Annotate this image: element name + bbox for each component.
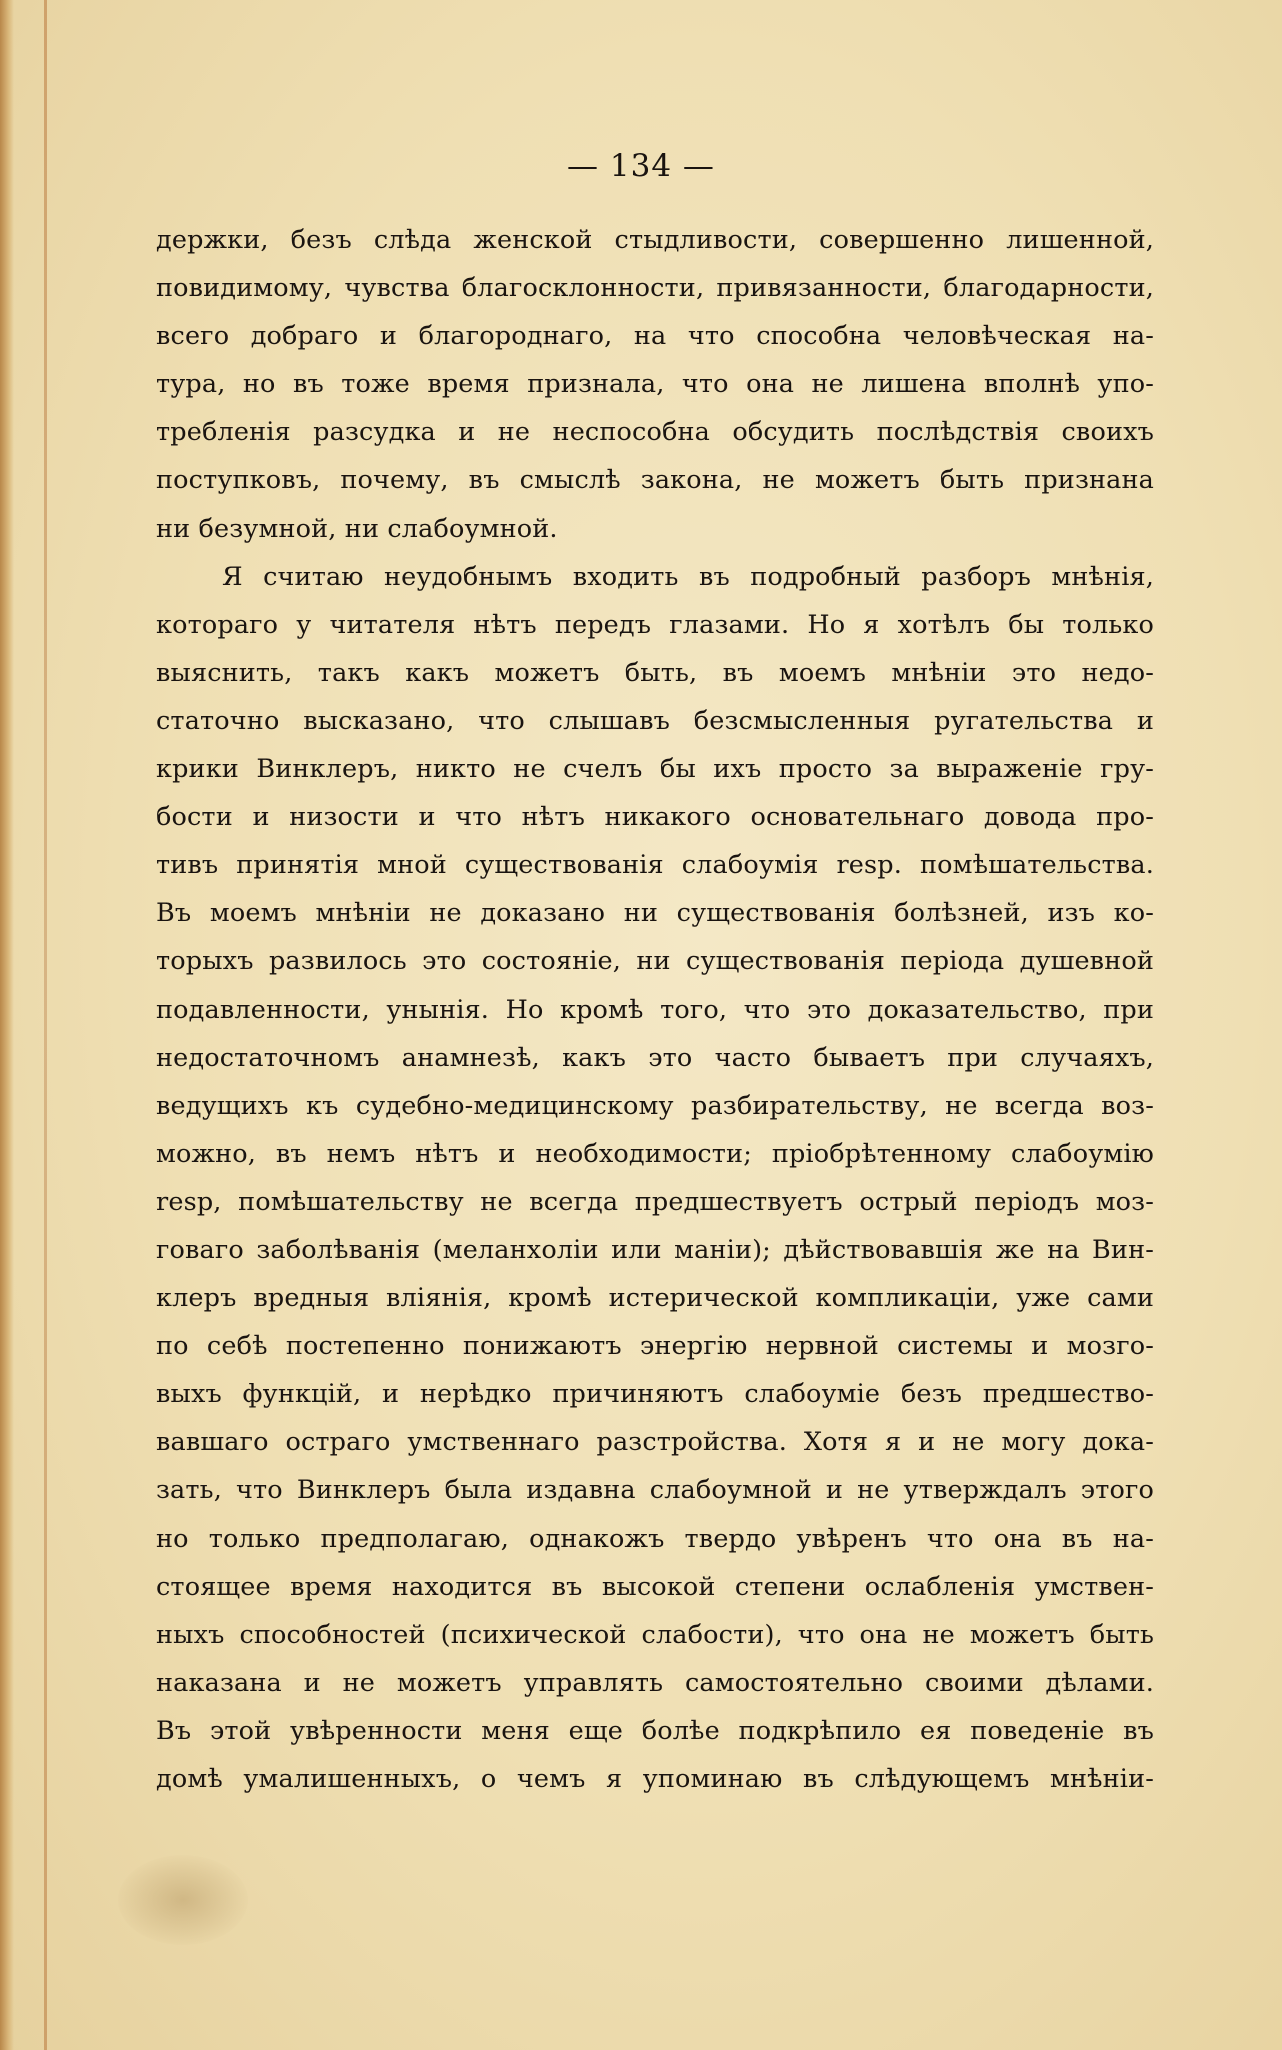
text-line: ныхъ способностей (психической слабости), что она не можетъ быть (156, 1619, 1154, 1650)
text-line: домѣ умалишенныхъ, о чемъ я упоминаю въ слѣдующемъ мнѣніи- (156, 1764, 1154, 1794)
text-line: но только предполагаю, однакожъ твердо увѣренъ что она въ на- (156, 1523, 1154, 1554)
body-text (156, 216, 1154, 1803)
page-number: — 134 — (567, 148, 715, 184)
text-line: resp, помѣшательству не всегда предшествуетъ острый періодъ моз- (156, 1186, 1154, 1217)
text-line: недостаточномъ анамнезѣ, какъ это часто бываетъ при случаяхъ, (156, 1042, 1154, 1073)
text-line: стоящее время находится въ высокой степени ослабленія умствен- (156, 1571, 1154, 1602)
text-line: тура, но въ тоже время признала, что она не лишена вполнѣ упо- (156, 369, 1154, 400)
text-line: выхъ функцій, и нерѣдко причиняютъ слабоуміе безъ предшество- (156, 1379, 1154, 1410)
text-line: клеръ вредныя вліянія, кромѣ истерической компликаціи, уже сами (156, 1283, 1154, 1314)
page-gutter-edge (0, 0, 14, 2050)
text-line: по себѣ постепенно понижаютъ энергію нервной системы и мозго- (156, 1331, 1154, 1362)
text-line: Въ этой увѣренности меня еще болѣе подкрѣпило ея поведеніе въ (156, 1715, 1154, 1746)
text-line: можно, въ немъ нѣтъ и необходимости; пріобрѣтенному слабоумію (156, 1138, 1154, 1169)
text-line: выяснить, такъ какъ можетъ быть, въ моемъ мнѣніи это недо- (156, 657, 1154, 688)
text-line: требленія разсудка и не неспособна обсудить послѣдствія своихъ (156, 417, 1154, 448)
paper-stain (118, 1855, 248, 1945)
text-line: наказана и не можетъ управлять самостоятельно своими дѣлами. (156, 1667, 1154, 1698)
text-line: всего добраго и благороднаго, на что способна человѣческая на- (156, 321, 1154, 352)
gutter-line (44, 0, 47, 2050)
paragraph-1 (156, 216, 1154, 553)
paragraph-2 (156, 553, 1154, 1803)
text-line: Въ моемъ мнѣніи не доказано ни существованія болѣзней, изъ ко- (156, 898, 1154, 929)
text-line: поступковъ, почему, въ смыслѣ закона, не можетъ быть признана (156, 465, 1154, 496)
text-line: подавленности, унынія. Но кромѣ того, что это доказательство, при (156, 994, 1154, 1025)
text-line: статочно высказано, что слышавъ безсмысленныя ругательства и (156, 705, 1154, 736)
text-line: ни безумной, ни слабоумной. (156, 513, 558, 544)
text-line: крики Винклеръ, никто не счелъ бы ихъ просто за выраженіе гру- (156, 754, 1154, 785)
text-line: торыхъ развилось это состояніе, ни существованія періода душевной (156, 946, 1154, 977)
text-line: зать, что Винклеръ была издавна слабоумной и не утверждалъ этого (156, 1475, 1154, 1506)
text-line: повидимому, чувства благосклонности, привязанности, благодарности, (156, 273, 1154, 304)
text-line: ведущихъ къ судебно-медицинскому разбирательству, не всегда воз- (156, 1090, 1154, 1121)
text-line: держки, безъ слѣда женской стыдливости, совершенно лишенной, (156, 225, 1154, 255)
text-line: Я считаю неудобнымъ входить въ подробный разборъ мнѣнія, (222, 561, 1154, 592)
text-line: вавшаго остраго умственнаго разстройства. Хотя я и не могу дока- (156, 1427, 1154, 1458)
text-line: тивъ принятія мной существованія слабоумія resp. помѣшательства. (156, 850, 1154, 881)
text-line: котораго у читателя нѣтъ передъ глазами. Но я хотѣлъ бы только (156, 609, 1154, 640)
text-line: говаго заболѣванія (меланхоліи или маніи); дѣйствовавшія же на Вин- (156, 1234, 1154, 1265)
text-line: бости и низости и что нѣтъ никакого основательнаго довода про- (156, 802, 1154, 833)
